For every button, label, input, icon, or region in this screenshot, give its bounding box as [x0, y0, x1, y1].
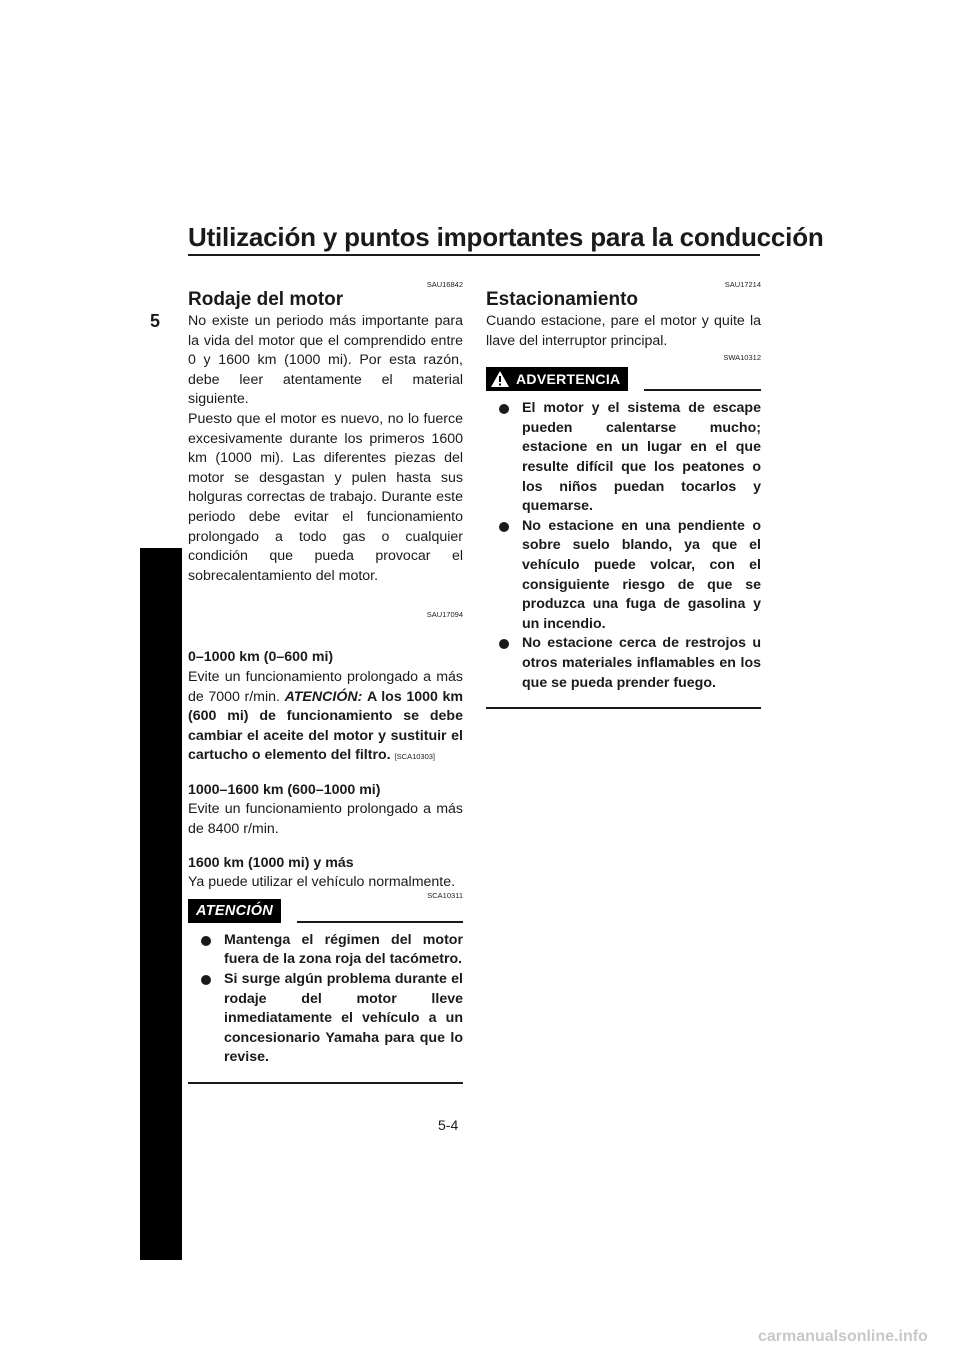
caution-end-rule [188, 1082, 463, 1084]
subheading: 0–1000 km (0–600 mi) [188, 649, 334, 666]
subheading: 1000–1600 km (600–1000 mi) [188, 781, 381, 798]
caution-inline-label: ATENCIÓN: [284, 688, 363, 705]
inline-code: [SCA10303] [394, 752, 436, 762]
bullet-icon [201, 975, 211, 985]
chapter-number: 5 [150, 311, 161, 331]
paragraph: Ya puede utilizar el vehículo normalmente. [188, 874, 456, 891]
warning-rule [644, 389, 761, 391]
warning-list [486, 399, 761, 693]
paragraph: No existe un periodo más importante para la vida del motor que el comprendido entre 0 y 1600 km (1000 mi). Por esta razón, debe leer atentamente el material siguiente. [188, 313, 463, 408]
page-header-title: Utilización y puntos importantes para la conducción [188, 222, 824, 252]
list-item: Si surge algún problema durante el rodaje del motor lleve inmediatamente el vehículo a un concesionario Yamaha para que lo revise. [188, 970, 463, 1068]
section-code: SAU17094 [426, 610, 463, 620]
caution-rule [297, 921, 463, 923]
list-item: Mantenga el régimen del motor fuera de la zona roja del tacómetro. [188, 931, 463, 970]
bullet-icon [499, 522, 509, 532]
caution-code: SCA10311 [427, 890, 463, 900]
warning-label-box [486, 367, 628, 391]
warning-label: ADVERTENCIA [516, 371, 621, 388]
watermark-site: carmanualsonline.info [758, 1328, 928, 1345]
header-rule [188, 254, 760, 256]
section-code: SAU16842 [426, 280, 463, 289]
chapter-tab [140, 548, 182, 1260]
list-item: El motor y el sistema de escape pueden calentarse mucho; estacione en un lugar en el que resulte difícil que los peatones o los niños puedan tocarlos y quemarse. [486, 399, 761, 517]
list-item: No estacione en una pendiente o sobre suelo blando, ya que el vehículo puede volcar, con el consiguiente riesgo de que se produzca una fuga de gasolina y un incendio. [486, 517, 761, 635]
right-column [486, 280, 761, 709]
warning-code: SWA10312 [723, 353, 761, 363]
section-heading-parking: Estacionamiento [486, 289, 639, 310]
caution-label: ATENCIÓN [188, 899, 281, 923]
paragraph: Cuando estacione, pare el motor y quite la llave del interruptor principal. [486, 313, 761, 349]
warning-box-header [486, 367, 761, 391]
caution-list [188, 931, 463, 1068]
bullet-icon [499, 404, 509, 414]
list-item: No estacione cerca de restrojos u otros materiales inflamables en los que se pueda prender fuego. [486, 634, 761, 693]
subheading: 1600 km (1000 mi) y más [188, 854, 354, 871]
paragraph-text: Evite un funcionamiento prolongado a más de 7000 r/min. [188, 668, 463, 705]
paragraph: Puesto que el motor es nuevo, no lo fuerce excesivamente durante los primeros 1600 km (1000 mi). Las diferentes piezas del motor se desgastan y pulen hasta sus holguras correctas de trabajo. Durante este periodo debe evitar el funcionamiento prolongado a todo gas o cualquier condición que pueda provocar el sobrecalentamiento del motor. [188, 410, 463, 584]
caution-inline-text: A los 1000 km (600 mi) de funcionamiento se debe cambiar el aceite del motor y sustituir el cartucho o elemento del filtro. [188, 688, 463, 764]
section-heading-break-in: Rodaje del motor [188, 289, 344, 310]
bullet-icon [201, 936, 211, 946]
paragraph [188, 668, 463, 767]
warning-end-rule [486, 707, 761, 709]
left-column [188, 280, 463, 1084]
caution-box-header [188, 890, 463, 923]
section-code: SAU17214 [724, 280, 761, 289]
page-number: 5-4 [438, 1117, 459, 1133]
warning-triangle-icon [490, 370, 510, 388]
paragraph: Evite un funcionamiento prolongado a más de 8400 r/min. [188, 801, 463, 838]
bullet-icon [499, 639, 509, 649]
